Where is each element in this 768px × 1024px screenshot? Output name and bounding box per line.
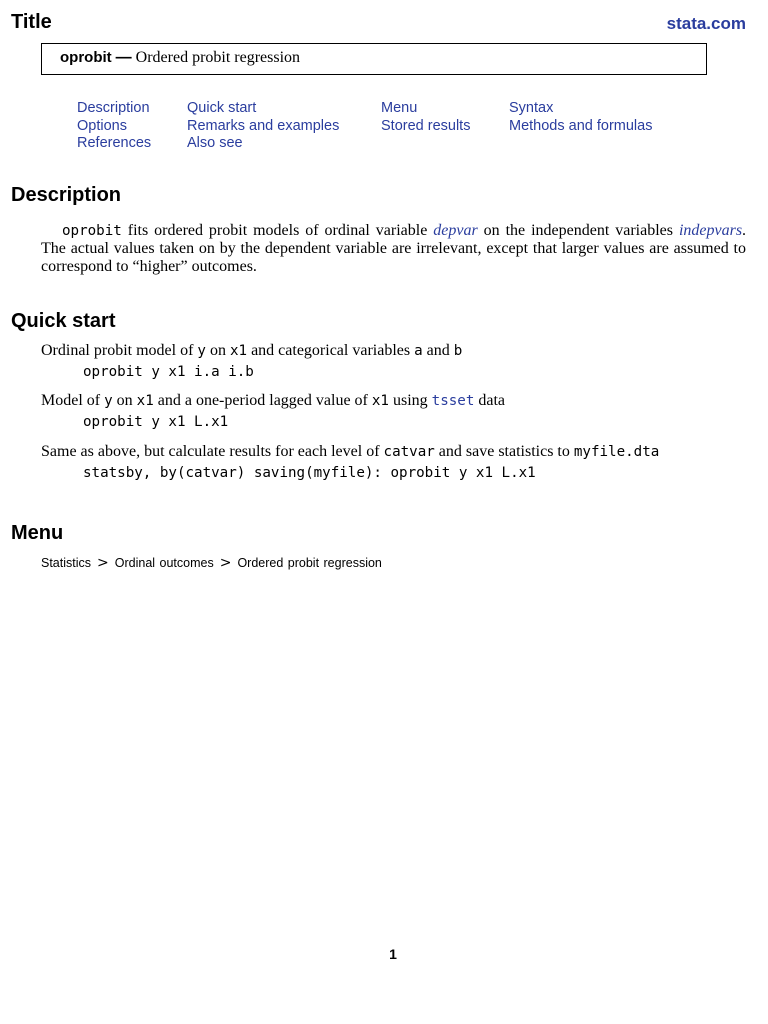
menu-heading: Menu [11,522,64,544]
description-heading: Description [11,184,122,206]
page-number: 1 [389,946,397,962]
nav-link-syntax[interactable]: Syntax [509,100,554,116]
nav-column-1 [77,100,151,153]
quick-start-example-2 [41,392,505,410]
tsset-link[interactable]: tsset [431,393,475,409]
ex3-text: and save statistics to [438,443,570,460]
ex1-code-x1: x1 [229,343,248,359]
menu-separator: > [97,555,109,571]
title-box [41,43,707,75]
ex3-code-myfile: myfile.dta [573,444,660,460]
command-description: Ordered probit regression [135,49,301,66]
nav-link-also-see[interactable]: Also see [187,135,243,151]
ex1-code-y: y [197,343,206,359]
ex2-text: Model of [41,392,101,409]
ex1-code-b: b [453,343,463,359]
ex1-code-a: a [414,343,423,359]
nav-link-references[interactable]: References [77,135,152,151]
nav-link-description[interactable]: Description [77,100,150,116]
ex2-text: and a one-period lagged value of [157,392,368,409]
ex2-text: data [478,392,506,409]
ex1-text: on [209,342,226,359]
nav-link-menu[interactable]: Menu [381,100,418,116]
description-paragraph [41,222,746,276]
nav-column-3 [381,100,470,135]
ex2-code-y: y [104,393,113,409]
description-text-3: . The actual values taken on by the dependent variable are irrelevant, except that larger values are assumed to correspond to “higher” outcomes. [41,222,747,275]
nav-link-methods-formulas[interactable]: Methods and formulas [509,117,653,134]
menu-path-item: Ordered probit regression [237,556,382,570]
ex2-code-x1: x1 [136,393,154,409]
menu-path-item: Ordinal outcomes [114,556,214,570]
ex2-text: using [392,392,428,409]
menu-separator: > [219,555,232,571]
indepvars-link[interactable]: indepvars [678,222,743,239]
description-text-2: on the independent variables [483,222,673,239]
stata-site-link[interactable]: stata.com [666,14,746,33]
title-dash: — [115,49,132,66]
page-header-title: Title [11,11,52,33]
ex1-text: and categorical variables [251,342,411,359]
nav-column-2 [187,100,339,153]
ex3-code-catvar: catvar [383,444,435,460]
nav-link-remarks-examples[interactable]: Remarks and examples [187,117,340,134]
ex2-command: oprobit y x1 L.x1 [83,414,229,430]
ex1-text: and [426,342,450,359]
description-cmd: oprobit [62,223,122,239]
quick-start-heading: Quick start [11,310,116,332]
nav-column-4 [509,100,652,135]
ex2-code-x1-lag: x1 [371,393,389,409]
ex1-text: Ordinal probit model of [41,342,194,359]
nav-link-options[interactable]: Options [77,117,127,134]
ex3-text: Same as above, but calculate results for each level of [41,443,380,460]
nav-link-quick-start[interactable]: Quick start [187,100,257,116]
description-text-1: fits ordered probit models of ordinal variable [127,222,428,239]
quick-start-example-3 [41,443,659,461]
quick-start-example-1 [41,342,462,360]
nav-link-stored-results[interactable]: Stored results [381,117,471,134]
command-name: oprobit [60,49,112,66]
depvar-link[interactable]: depvar [433,222,478,239]
menu-path [41,555,382,571]
ex2-text: on [116,392,133,409]
ex3-command: statsby, by(catvar) saving(myfile): oprobit y x1 L.x1 [83,465,536,481]
ex1-command: oprobit y x1 i.a i.b [83,364,254,380]
menu-path-item: Statistics [41,556,92,570]
